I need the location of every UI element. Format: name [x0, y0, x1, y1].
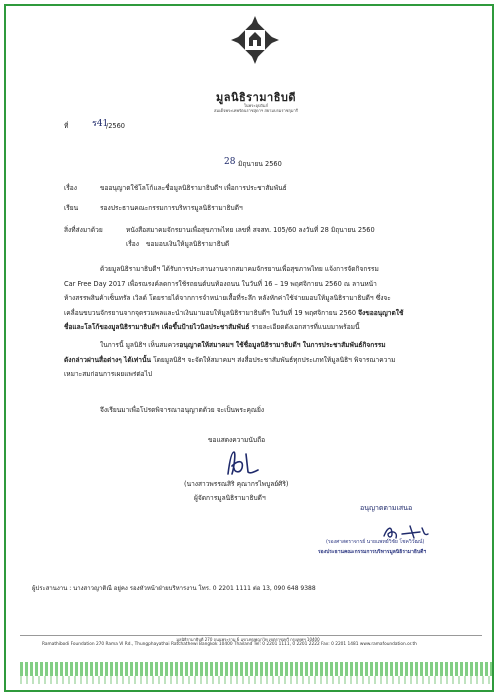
org-subtitle-1: ในพระอุปถัมภ์ [243, 103, 269, 108]
approver-position: รองประธานคณะกรรมการบริหารมูลนิธิรามาธิบดีฯ [318, 549, 427, 555]
date-text: มิถุนายน 2560 [238, 160, 282, 168]
enclosure-label: สิ่งที่ส่งมาด้วย [64, 226, 103, 234]
subject-text: ขออนุญาตใช้โลโก้และชื่อมูลนิธิรามาธิบดีฯ เพื่อการประชาสัมพันธ์ [100, 184, 287, 192]
footer-address-english: Ramathibodi Foundation 270 Rama VI Rd., Thungphayathai Ratchathewi Bangkok 10400 Thailand Tel: 0 2201 1111, 0 2201 2222 Fax: 0 2201 1481 www.ramafoundation.or.th [42, 642, 417, 647]
date-day-handwritten: 28 [224, 157, 236, 167]
ref-number-handwritten: ร41 [92, 119, 109, 129]
subject-label: เรื่อง [64, 184, 77, 192]
body-paragraph-1 [64, 262, 403, 335]
approval-note-handwritten: อนุญาตตามเสนอ [360, 504, 413, 512]
body-line: Car Free Day 2017 เพื่อรณรงค์ลดการใช้รถยนต์บนท้องถนน ในวันที่ 16 – 19 พฤศจิกายน 2560 ณ ลานหน้า [64, 279, 377, 288]
letter-page [8, 8, 484, 684]
enclosure-item-2: ขอมอบเงินให้มูลนิธิรามาธิบดี [146, 240, 230, 248]
body-text: โดยมูลนิธิฯ จะจัดให้สมาคมฯ ส่งสื่อประชาสัมพันธ์ทุกประเภทให้มูลนิธิฯ พิจารณาความ [150, 355, 396, 364]
body-line: ด้วยมูลนิธิรามาธิบดีฯ ได้รับการประสานงานจากสมาคมจักรยานเพื่อสุขภาพไทย แจ้งการจัดกิจกรรม [100, 265, 379, 273]
body-line [64, 338, 395, 353]
footer-decorative-stripe-lower [20, 676, 492, 684]
body-paragraph-2 [64, 338, 395, 382]
foundation-logo-icon [229, 14, 281, 66]
enclosure-item-1: หนังสือสมาคมจักรยานเพื่อสุขภาพไทย เลขที่ สจสท. 105/60 ลงวันที่ 28 มิถุนายน 2560 [126, 226, 375, 234]
recipient-text: รองประธานคณะกรรมการบริหารมูลนิธิรามาธิบดีฯ [100, 204, 243, 212]
body-text-bold: อนุญาตให้สมาคมฯ ใช้ชื่อมูลนิธิรามาธิบดีฯ ในการประชาสัมพันธ์กิจกรรม [179, 341, 386, 349]
body-line [64, 353, 395, 368]
body-line: ห้างสรรพสินค้าเซ็นทรัล เวิลด์ โดยรายได้จากการจำหน่ายเสื้อที่ระลึก หลังหักค่าใช้จ่ายมอบให้มูลนิธิรามาธิบดีฯ ซึ่งจะ [64, 294, 391, 302]
body-line [64, 306, 403, 321]
body-text: ในการนี้ มูลนิธิฯ เห็นสมควร [100, 341, 180, 349]
body-line [64, 320, 403, 335]
closing-request: จึงเรียนมาเพื่อโปรดพิจารณาอนุญาตด้วย จะเป็นพระคุณยิ่ง [100, 406, 265, 414]
signature-mark [222, 448, 262, 478]
body-line: เหมาะสมก่อนการเผยแพร่ต่อไป [64, 370, 153, 378]
signer-position: ผู้จัดการมูลนิธิรามาธิบดีฯ [194, 494, 266, 502]
body-text: รายละเอียดดังเอกสารที่แนบมาพร้อมนี้ [249, 323, 360, 331]
recipient-label: เรียน [64, 204, 79, 212]
approver-name: (รองศาสตราจารย์ นายแพทย์วิชัย โชควิวัฒน์) [326, 539, 425, 545]
enclosure-item-2-label: เรื่อง [126, 240, 139, 248]
signer-name: (นางสาวพรรณสิริ คุณากรไพบูลย์ศิริ) [184, 480, 289, 488]
coordinator-info: ผู้ประสานงาน : นางสาวญาติณี อยู่คง รองหัวหน้าฝ่ายบริหารงาน โทร. 0 2201 1111 ต่อ 13, 090 648 9388 [32, 585, 316, 592]
ref-label: ที่ [64, 122, 69, 130]
body-text-bold: ชื่อและโลโก้ของมูลนิธิรามาธิบดีฯ เพื่อขึ้นป้ายไวนิลประชาสัมพันธ์ [64, 323, 250, 331]
org-name: มูลนิธิรามาธิบดี [215, 91, 297, 104]
body-text-bold: จึงขออนุญาตใช้ [358, 308, 404, 317]
body-text-bold: ดังกล่าวผ่านสื่อต่างๆ ได้เท่านั้น [64, 355, 151, 364]
closing-salutation: ขอแสดงความนับถือ [208, 436, 266, 444]
ref-suffix: /2560 [106, 122, 126, 130]
org-subtitle-2: สมเด็จพระเทพรัตนราชสุดาฯ สยามบรมราชกุมารี [214, 108, 298, 113]
footer-decorative-stripe [20, 662, 492, 676]
body-text: เคลื่อนขบวนจักรยานจากจุดรวมพลและนำเงินมามอบให้มูลนิธิรามาธิบดีฯ ในวันที่ 19 พฤศจิกายน 2560 [64, 308, 359, 317]
footer-address-thai: มูลนิธิรามาธิบดี 270 ถนนพระราม 6 แขวงทุ่งพญาไท เขตราชเทวี กรุงเทพฯ 10400 [176, 637, 320, 642]
